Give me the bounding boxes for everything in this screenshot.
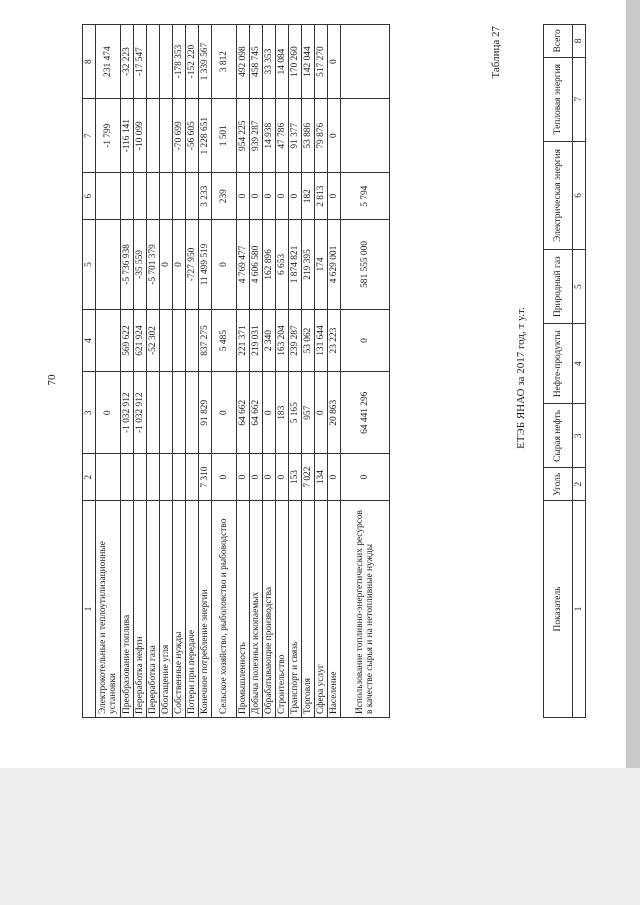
header-cell: Природный газ	[544, 250, 573, 324]
value-cell: -17 547	[134, 25, 147, 99]
value-cell: 569 622	[121, 309, 134, 371]
table-number: Таблица 27	[490, 26, 502, 79]
row-label-cell: Потери при передаче	[186, 501, 199, 718]
row-label-cell: Сфера услуг	[315, 501, 328, 718]
value-cell: 170 260	[289, 25, 302, 99]
value-cell	[160, 173, 173, 220]
column-number-cell: 5	[83, 220, 96, 310]
value-cell	[341, 25, 390, 99]
value-cell: 3 233	[199, 173, 212, 220]
value-cell	[96, 454, 121, 501]
value-cell: 142 044	[302, 25, 315, 99]
row-label-cell: Обрабатывающие производства	[263, 501, 276, 718]
row-label-cell: Обогащение угля	[160, 501, 173, 718]
value-cell: 5 165	[289, 372, 302, 454]
table-caption: ЕТЭБ ЯНАО за 2017 год, т у.т.	[515, 307, 527, 449]
header-cell: Уголь	[544, 468, 573, 501]
value-cell	[173, 454, 186, 501]
value-cell: -1 032 912	[134, 372, 147, 454]
header-cell: Всего	[544, 25, 573, 58]
value-cell: 837 275	[199, 309, 212, 371]
value-cell: 0	[289, 173, 302, 220]
value-cell: 64 662	[250, 372, 263, 454]
value-cell: -5 701 379	[147, 220, 160, 310]
value-cell	[160, 454, 173, 501]
value-cell: 7 310	[199, 454, 212, 501]
page-number: 70	[46, 374, 58, 386]
value-cell	[134, 173, 147, 220]
value-cell	[96, 173, 121, 220]
value-cell: -56 605	[186, 99, 199, 173]
value-cell	[160, 372, 173, 454]
table-row	[289, 25, 302, 718]
value-cell: 0	[315, 372, 328, 454]
value-cell: 221 371	[237, 309, 250, 371]
value-cell: 153	[289, 454, 302, 501]
value-cell: 91 377	[289, 99, 302, 173]
table-row	[341, 25, 390, 718]
value-cell: 0	[341, 454, 390, 501]
value-cell	[147, 454, 160, 501]
value-cell: 0	[341, 309, 390, 371]
row-label-cell: Строительство	[276, 501, 289, 718]
column-number-cell: 7	[83, 99, 96, 173]
value-cell: 7 022	[302, 454, 315, 501]
row-label-cell: Использование топливно-энергетических ресурсов в качестве сырья и на нетопливные нужды	[341, 501, 390, 718]
row-label-cell: Транспорт и связь	[289, 501, 302, 718]
value-cell: 47 786	[276, 99, 289, 173]
value-cell: -727 950	[186, 220, 199, 310]
value-cell: 621 924	[134, 309, 147, 371]
table-row	[315, 25, 328, 718]
energy-balance-table-body	[83, 25, 390, 718]
value-cell: 11 499 519	[199, 220, 212, 310]
header-cell: Тепловая энергия	[544, 57, 573, 141]
value-cell: -1 799	[96, 99, 121, 173]
header-row	[544, 25, 573, 718]
value-cell: 0	[263, 173, 276, 220]
value-cell: -5 736 938	[121, 220, 134, 310]
column-number-cell: 8	[83, 25, 96, 99]
table-row	[186, 25, 199, 718]
value-cell	[147, 25, 160, 99]
table-row	[237, 25, 250, 718]
value-cell: -70 699	[173, 99, 186, 173]
column-number-cell: 6	[83, 173, 96, 220]
table-row	[212, 25, 237, 718]
value-cell: 14 084	[276, 25, 289, 99]
header-cell: Сырая нефть	[544, 404, 573, 468]
value-cell: 581 555 000	[341, 220, 390, 310]
value-cell	[173, 372, 186, 454]
value-cell: 5 485	[212, 309, 237, 371]
value-cell: 0	[328, 454, 341, 501]
value-cell: 2 813	[315, 173, 328, 220]
energy-balance-table	[82, 24, 390, 718]
value-cell: 0	[328, 173, 341, 220]
value-cell: 0	[160, 220, 173, 310]
value-cell: 0	[237, 454, 250, 501]
value-cell	[186, 309, 199, 371]
value-cell: 0	[96, 372, 121, 454]
value-cell: 64 441 296	[341, 372, 390, 454]
value-cell	[121, 454, 134, 501]
header-cell: Показатель	[544, 501, 573, 718]
value-cell	[160, 99, 173, 173]
table-row	[276, 25, 289, 718]
value-cell: 33 353	[263, 25, 276, 99]
value-cell: 64 662	[237, 372, 250, 454]
row-label-cell: Электрокотельные и теплоутилизационные установки	[96, 501, 121, 718]
value-cell: 517 270	[315, 25, 328, 99]
row-label-cell: Собственные нужды	[173, 501, 186, 718]
table-row	[147, 25, 160, 718]
value-cell	[121, 173, 134, 220]
value-cell	[186, 173, 199, 220]
value-cell: 2 340	[263, 309, 276, 371]
column-number-cell: 7	[573, 57, 586, 141]
value-cell: 0	[328, 99, 341, 173]
column-number-row	[573, 25, 586, 718]
value-cell: -10 099	[134, 99, 147, 173]
value-cell: 0	[263, 372, 276, 454]
row-label-cell: Торговля	[302, 501, 315, 718]
value-cell: 134	[315, 454, 328, 501]
value-cell: 1 501	[212, 99, 237, 173]
value-cell: 0	[212, 372, 237, 454]
value-cell: 4 606 580	[250, 220, 263, 310]
value-cell	[96, 309, 121, 371]
table-row	[121, 25, 134, 718]
value-cell: 5 794	[341, 173, 390, 220]
value-cell: 957	[302, 372, 315, 454]
column-number-cell: 2	[83, 454, 96, 501]
value-cell: 183	[276, 372, 289, 454]
value-cell	[134, 454, 147, 501]
value-cell: -116 141	[121, 99, 134, 173]
row-label-cell: Переработка нефти	[134, 501, 147, 718]
row-label-cell: Преобразование топлива	[121, 501, 134, 718]
header-cell: Электрическая энергия	[544, 141, 573, 250]
value-cell: 231 474	[96, 25, 121, 99]
value-cell: 0	[212, 220, 237, 310]
column-number-cell: 8	[573, 25, 586, 58]
row-label-cell: Добыча полезных ископаемых	[250, 501, 263, 718]
value-cell: 0	[173, 220, 186, 310]
value-cell: 53 062	[302, 309, 315, 371]
value-cell	[160, 309, 173, 371]
value-cell: 14 938	[263, 99, 276, 173]
table-row	[96, 25, 121, 718]
table-row	[302, 25, 315, 718]
value-cell: 53 886	[302, 99, 315, 173]
value-cell: 162 896	[263, 220, 276, 310]
column-number-cell: 4	[573, 323, 586, 403]
value-cell: -1 032 912	[121, 372, 134, 454]
etb-2017-table-body	[544, 25, 586, 718]
column-number-cell: 3	[573, 404, 586, 468]
column-number-cell: 1	[573, 501, 586, 718]
value-cell	[147, 173, 160, 220]
value-cell: 1 228 651	[199, 99, 212, 173]
value-cell: 239 287	[289, 309, 302, 371]
value-cell: 492 098	[237, 25, 250, 99]
value-cell: 0	[328, 25, 341, 99]
value-cell	[160, 25, 173, 99]
value-cell: -152 220	[186, 25, 199, 99]
value-cell: 458 745	[250, 25, 263, 99]
value-cell: 1 339 567	[199, 25, 212, 99]
value-cell: 4 629 001	[328, 220, 341, 310]
column-number-cell: 4	[83, 309, 96, 371]
value-cell	[173, 173, 186, 220]
row-label-cell: Сельское хозяйство, рыболовство и рыбоводство	[212, 501, 237, 718]
value-cell: 20 863	[328, 372, 341, 454]
column-number-row	[83, 25, 96, 718]
value-cell: 163 204	[276, 309, 289, 371]
table-row	[199, 25, 212, 718]
value-cell: 4 769 477	[237, 220, 250, 310]
value-cell: 6 653	[276, 220, 289, 310]
value-cell: 0	[250, 173, 263, 220]
value-cell: 0	[263, 454, 276, 501]
etb-2017-table	[543, 24, 586, 718]
value-cell: 0	[237, 173, 250, 220]
column-number-cell: 3	[83, 372, 96, 454]
row-label-cell: Конечное потребление энергии	[199, 501, 212, 718]
column-number-cell: 5	[573, 250, 586, 324]
value-cell: 239	[212, 173, 237, 220]
value-cell: 79 876	[315, 99, 328, 173]
value-cell: 939 287	[250, 99, 263, 173]
value-cell: 23 223	[328, 309, 341, 371]
table-row	[173, 25, 186, 718]
value-cell	[341, 99, 390, 173]
header-cell: Нефте-продукты	[544, 323, 573, 403]
value-cell: -178 353	[173, 25, 186, 99]
value-cell	[147, 99, 160, 173]
row-label-cell: Промышленность	[237, 501, 250, 718]
value-cell: -35 559	[134, 220, 147, 310]
value-cell	[186, 372, 199, 454]
value-cell: -52 302	[147, 309, 160, 371]
value-cell: 182	[302, 173, 315, 220]
value-cell: 219 395	[302, 220, 315, 310]
value-cell: -32 223	[121, 25, 134, 99]
column-number-cell: 1	[83, 501, 96, 718]
value-cell	[147, 372, 160, 454]
row-label-cell: Население	[328, 501, 341, 718]
value-cell: 219 031	[250, 309, 263, 371]
value-cell: 131 644	[315, 309, 328, 371]
value-cell: 1 874 821	[289, 220, 302, 310]
value-cell: 0	[250, 454, 263, 501]
row-label-cell: Переработка газа	[147, 501, 160, 718]
value-cell: 0	[212, 454, 237, 501]
value-cell: 0	[276, 173, 289, 220]
column-number-cell: 6	[573, 141, 586, 250]
table-row	[263, 25, 276, 718]
value-cell: 174	[315, 220, 328, 310]
value-cell	[96, 220, 121, 310]
column-number-cell: 2	[573, 468, 586, 501]
value-cell	[173, 309, 186, 371]
value-cell: 3 812	[212, 25, 237, 99]
table-row	[160, 25, 173, 718]
value-cell: 0	[276, 454, 289, 501]
table-row	[134, 25, 147, 718]
table-row	[250, 25, 263, 718]
value-cell	[186, 454, 199, 501]
table-row	[328, 25, 341, 718]
value-cell: 954 225	[237, 99, 250, 173]
value-cell: 91 829	[199, 372, 212, 454]
